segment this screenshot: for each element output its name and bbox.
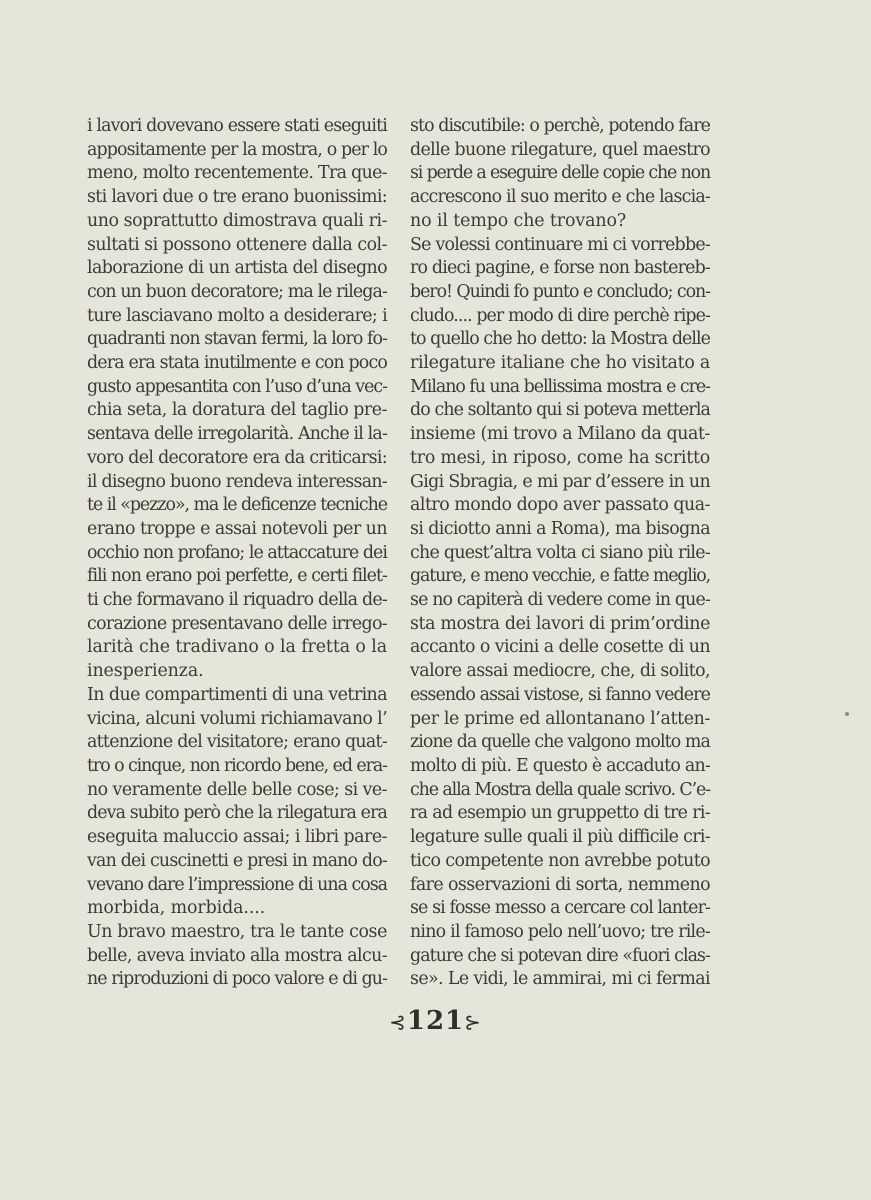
text-line: tico competente non avrebbe potuto [410,850,710,871]
text-line: che alla Mostra della quale scrivo. C’e- [410,779,710,800]
text-line: sti lavori due o tre erano buonissimi: [87,187,387,208]
text-line: corazione presentavano delle irrego- [87,613,387,634]
text-line: altro mondo dopo aver passato qua- [410,495,710,516]
right-text-column [410,115,710,992]
text-line: zione da quelle che valgono molto ma [410,732,710,753]
text-line: per le prime ed allontanano l’atten- [410,708,710,729]
text-line: van dei cuscinetti e presi in mano do- [87,850,387,871]
text-line: ti che formavano il riquadro della de- [87,590,387,611]
text-line: sentava delle irregolarità. Anche il la- [87,424,387,445]
text-line: fili non erano poi perfette, e certi filet- [87,566,387,587]
text-line: Se volessi continuare mi ci vorrebbe- [410,234,710,255]
folio-ornament-left: ⊰ [389,1010,407,1034]
text-line: belle, aveva inviato alla mostra alcu- [87,945,387,966]
text-line: morbida, morbida.... [87,898,266,919]
text-line: se si fosse messo a cercare col lanter- [410,898,710,919]
text-line: occhio non profano; le attaccature dei [87,542,387,563]
text-line: che quest’altra volta ci siano più rile- [410,542,710,563]
text-line: te il «pezzo», ma le deficenze tecniche [87,495,387,516]
text-line: dera era stata inutilmente e con poco [87,353,387,374]
text-line: tro mesi, in riposo, come ha scritto [410,447,710,468]
text-line: il disegno buono rendeva interessan- [87,471,387,492]
text-line: essendo assai vistose, si fanno vedere [410,684,710,705]
text-line: valore assai mediocre, che, di solito, [410,661,710,682]
text-line: Gigi Sbragia, e mi par d’essere in un [410,471,710,492]
text-line: insieme (mi trovo a Milano da quat- [410,424,710,445]
text-line: ro dieci pagine, e forse non bastereb- [410,258,710,279]
text-line: i lavori dovevano essere stati eseguiti [87,116,387,136]
paper-speck [845,712,849,716]
text-line: fare osservazioni di sorta, nemmeno [410,874,710,895]
text-line: se no capiterà di vedere come in que- [410,590,710,611]
text-line: ture lasciavano molto a desiderare; i [87,305,387,326]
page-number-value: 121 [406,1006,465,1036]
text-line: con un buon decoratore; ma le rilega- [87,281,387,302]
text-line: gusto appesantita con l’uso d’una vec- [87,376,387,397]
text-line: ne riproduzioni di poco valore e di gu- [87,969,387,990]
text-line: quadranti non stavan fermi, la loro fo- [87,329,387,350]
text-line: inesperienza. [87,661,204,682]
text-line: sta mostra dei lavori di prim’ordine [410,613,710,634]
text-line: nino il famoso pelo nell’uovo; tre rile- [410,921,710,942]
text-line: gature che si potevan dire «fuori clas- [410,945,710,966]
text-line: laborazione di un artista del disegno [87,258,387,279]
text-line: rilegature italiane che ho visitato a [410,353,710,374]
page-number [0,1006,871,1036]
text-line: In due compartimenti di una vetrina [87,684,387,705]
text-line: no veramente delle belle cose; si ve- [87,779,387,800]
text-line: accanto o vicini a delle cosette di un [410,637,710,658]
text-line: Milano fu una bellissima mostra e cre- [410,376,710,397]
text-line: vevano dare l’impressione di una cosa [87,874,387,895]
text-line: attenzione del visitatore; erano quat- [87,732,387,753]
text-line: eseguita maluccio assai; i libri pare- [87,827,387,848]
text-line: appositamente per la mostra, o per lo [87,139,387,160]
text-line: deva subito però che la rilegatura era [87,803,387,824]
text-line: sultati si possono ottenere dalla col- [87,234,387,255]
text-line: cludo.... per modo di dire perchè ripe- [410,305,710,326]
left-text-column [87,115,387,992]
text-line: tro o cinque, non ricordo bene, ed era- [87,755,387,776]
text-line: do che soltanto qui si poteva metterla [410,400,710,421]
text-line: larità che tradivano o la fretta o la [87,637,387,658]
text-line: ra ad esempio un gruppetto di tre ri- [410,803,710,824]
text-line: sto discutibile: o perchè, potendo fare [410,116,710,136]
text-line: si perde a eseguire delle copie che non [410,163,710,184]
text-line: erano troppe e assai notevoli per un [87,518,387,539]
text-line: no il tempo che trovano? [410,210,627,231]
folio-ornament-right: ⊱ [464,1010,482,1034]
text-line: delle buone rilegature, quel maestro [410,139,710,160]
text-line: molto di più. E questo è accaduto an- [410,755,710,776]
text-line: voro del decoratore era da criticarsi: [87,447,387,468]
text-line: meno, molto recentemente. Tra que- [87,163,387,184]
text-line: vicina, alcuni volumi richiamavano l’ [87,708,387,729]
text-line: uno soprattutto dimostrava quali ri- [87,210,387,231]
text-line: Un bravo maestro, tra le tante cose [87,921,387,942]
text-line: chia seta, la doratura del taglio pre- [87,400,387,421]
text-line: gature, e meno vecchie, e fatte meglio, [410,566,710,587]
text-line: accrescono il suo merito e che lascia- [410,187,710,208]
text-line: bero! Quindi fo punto e concludo; con- [410,281,710,302]
text-line: legature sulle quali il più difficile cri- [410,827,710,848]
text-line: se». Le vidi, le ammirai, mi ci fermai [410,969,710,990]
text-line: to quello che ho detto: la Mostra delle [410,329,710,350]
text-line: si diciotto anni a Roma), ma bisogna [410,518,710,539]
